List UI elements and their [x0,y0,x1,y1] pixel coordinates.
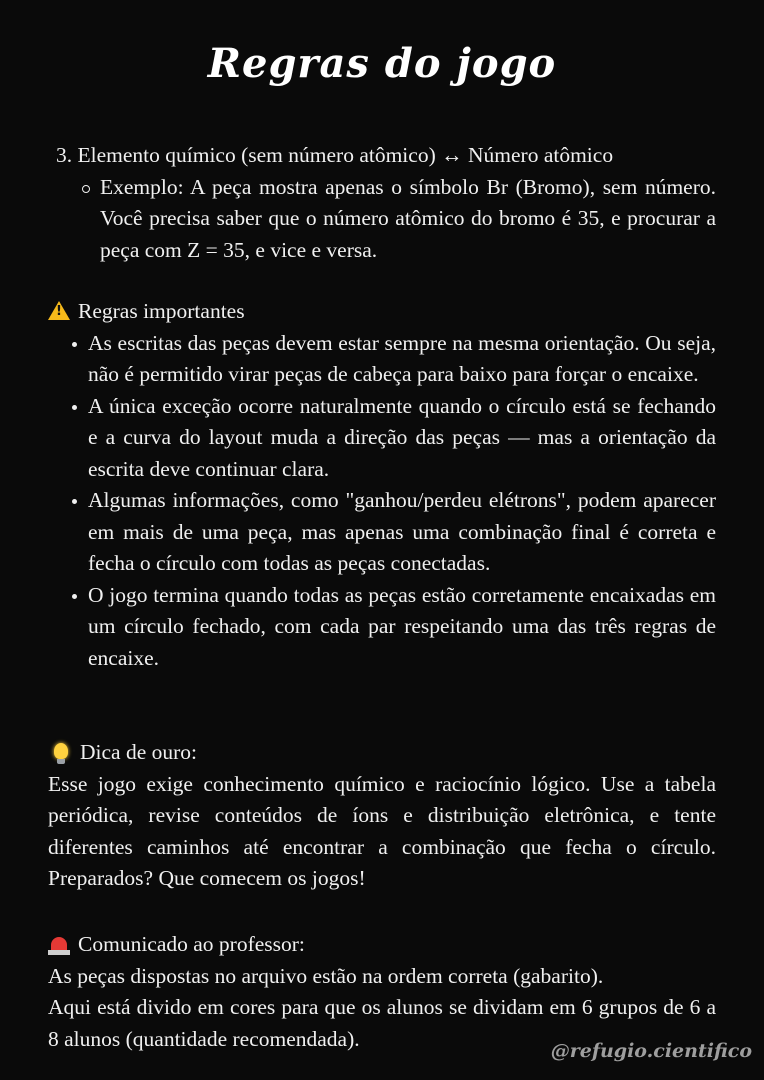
list-item-text: As escritas das peças devem estar sempre na mesma orientação. Ou seja, não é permitido virar peças de cabeça para baixo para forçar o encaixe. [88,330,716,386]
author-handle: @refugio.cientifico [550,1040,752,1062]
bullet-icon [72,342,77,347]
tip-heading [48,737,716,769]
bullet-icon [72,405,77,410]
important-rules-title: Regras importantes [78,299,245,323]
bullet-icon [72,499,77,504]
light-bulb-icon [54,743,68,759]
warning-icon [48,301,70,320]
siren-icon [48,935,70,955]
important-rules-heading [48,296,716,328]
list-item [48,391,716,486]
rule-3 [56,140,716,266]
list-item [48,328,716,391]
important-rules-section [48,296,716,674]
list-item-text: Algumas informações, como "ganhou/perdeu elétrons", podem aparecer em mais de uma peça, mas apenas uma combinação final é correta e fecha o círculo com todas as peças conectadas. [88,488,716,575]
rule-3-sublist [56,172,716,267]
rule-3-number: 3. [56,143,73,167]
rule-3-example [56,172,716,267]
rule-3-example-text: Exemplo: A peça mostra apenas o símbolo Br (Bromo), sem número. Você precisa saber que o número atômico do bromo é 35, e procurar a peça com Z = 35, e vice e versa. [100,174,716,262]
page-title: Regras do jogo [207,40,557,87]
list-item [48,485,716,580]
bullet-icon [72,594,77,599]
rule-3-text: Elemento químico (sem número atômico) ↔ Número atômico [77,143,614,167]
rule-3-heading [56,140,716,172]
notice-section [48,929,716,1055]
tip-title: Dica de ouro: [80,740,198,764]
tip-text: Esse jogo exige conhecimento químico e raciocínio lógico. Use a tabela periódica, revise conteúdos de íons e distribuição eletrônica, e tente diferentes caminhos até encontrar a combinação que fecha o círculo. Preparados? Que comecem os jogos! [48,771,716,890]
notice-heading [48,929,716,961]
notice-line-1: As peças dispostas no arquivo estão na ordem correta (gabarito). [48,963,604,988]
hollow-bullet-icon [82,185,90,193]
list-item [48,580,716,675]
list-item-text: O jogo termina quando todas as peças estão corretamente encaixadas em um círculo fechado, com cada par respeitando uma das três regras de encaixe. [88,582,716,670]
important-rules-list [48,328,716,675]
tip-section [48,737,716,895]
list-item-text: A única exceção ocorre naturalmente quando o círculo está se fechando e a curva do layout muda a direção das peças — mas a orientação da escrita deve continuar clara. [88,393,716,481]
notice-title: Comunicado ao professor: [78,932,305,956]
notice-line-2: Aqui está divido em cores para que os alunos se dividam em 6 grupos de 6 a 8 alunos (quantidade recomendada). [48,995,716,1051]
